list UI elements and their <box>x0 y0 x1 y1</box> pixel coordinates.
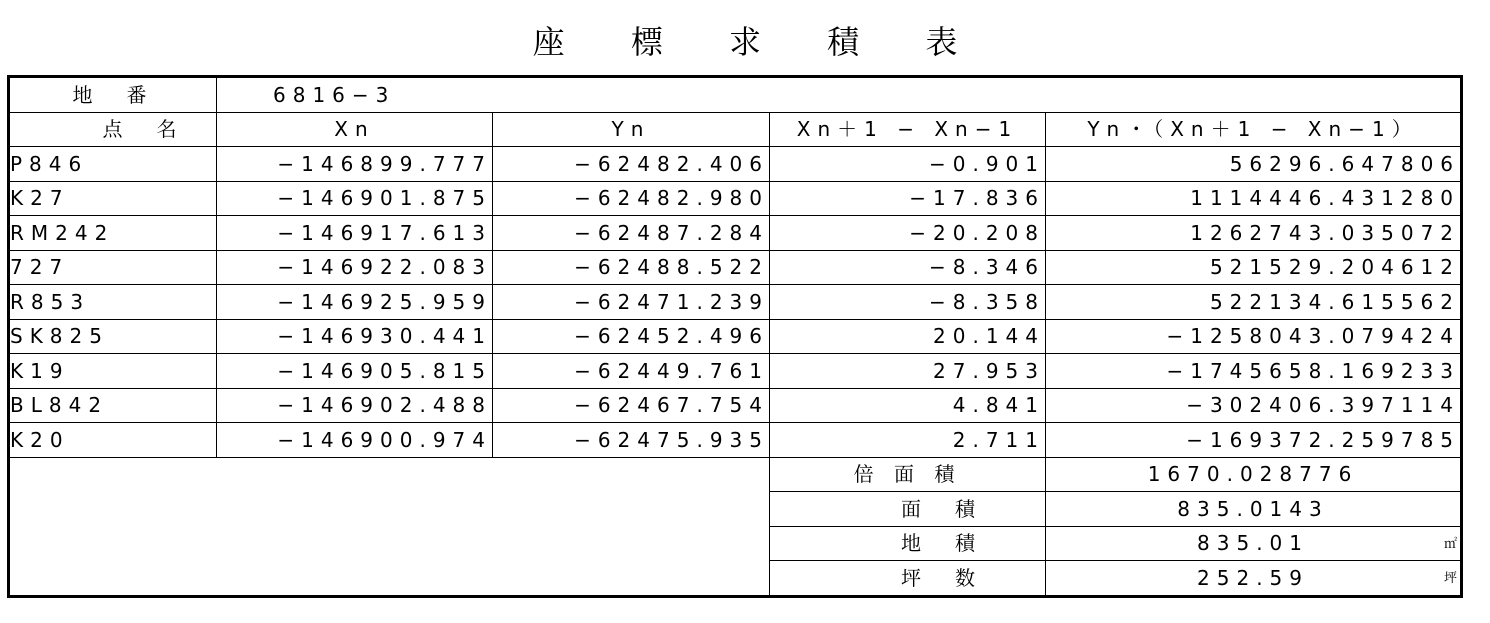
table-row <box>9 285 1462 320</box>
product-value: −1258043.079424 <box>1046 319 1462 354</box>
point-name: SK825 <box>9 319 217 354</box>
diff-value: −17.836 <box>770 181 1046 216</box>
double-area-value: 1670.028776 <box>1046 457 1462 492</box>
yn-value: −62482.980 <box>493 181 770 216</box>
tsubo-label: 坪 数 <box>770 561 1046 597</box>
table-row <box>9 354 1462 389</box>
yn-value: −62488.522 <box>493 250 770 285</box>
tsubo-cell <box>1046 561 1462 597</box>
table-row <box>9 388 1462 423</box>
header-row <box>9 112 1462 147</box>
summary-blank-area <box>9 457 770 596</box>
header-product: Yn・（Xn＋1 − Xn−1） <box>1046 112 1462 147</box>
xn-value: −146925.959 <box>217 285 493 320</box>
diff-value: −0.901 <box>770 147 1046 182</box>
header-diff: Xn＋1 − Xn−1 <box>770 112 1046 147</box>
product-value: 522134.615562 <box>1046 285 1462 320</box>
diff-value: 4.841 <box>770 388 1046 423</box>
table-row <box>9 423 1462 458</box>
point-name: RM242 <box>9 216 217 251</box>
header-yn: Yn <box>493 112 770 147</box>
product-value: 1114446.431280 <box>1046 181 1462 216</box>
xn-value: −146922.083 <box>217 250 493 285</box>
land-area-value: 835.01 <box>1197 531 1309 556</box>
xn-value: −146901.875 <box>217 181 493 216</box>
diff-value: −20.208 <box>770 216 1046 251</box>
area-value: 835.0143 <box>1046 492 1462 527</box>
xn-value: −146917.613 <box>217 216 493 251</box>
diff-value: 2.711 <box>770 423 1046 458</box>
table-row <box>9 181 1462 216</box>
tsubo-value: 252.59 <box>1197 565 1309 590</box>
square-meter-unit: ㎡ <box>1444 536 1458 552</box>
area-label: 面 積 <box>770 492 1046 527</box>
yn-value: −62452.496 <box>493 319 770 354</box>
xn-value: −146899.777 <box>217 147 493 182</box>
xn-value: −146902.488 <box>217 388 493 423</box>
coordinate-area-table <box>7 75 1463 598</box>
yn-value: −62471.239 <box>493 285 770 320</box>
product-value: 1262743.035072 <box>1046 216 1462 251</box>
table-row <box>9 250 1462 285</box>
tsubo-unit: 坪 <box>1444 571 1458 586</box>
diff-value: 27.953 <box>770 354 1046 389</box>
point-name: K19 <box>9 354 217 389</box>
yn-value: −62449.761 <box>493 354 770 389</box>
product-value: 521529.204612 <box>1046 250 1462 285</box>
land-area-cell <box>1046 526 1462 561</box>
diff-value: 20.144 <box>770 319 1046 354</box>
double-area-label: 倍 面 積 <box>770 457 1046 492</box>
point-name: 727 <box>9 250 217 285</box>
product-value: 56296.647806 <box>1046 147 1462 182</box>
product-value: −169372.259785 <box>1046 423 1462 458</box>
point-name: K20 <box>9 423 217 458</box>
point-name: P846 <box>9 147 217 182</box>
table-row <box>9 216 1462 251</box>
diff-value: −8.358 <box>770 285 1046 320</box>
point-name: K27 <box>9 181 217 216</box>
point-name: R853 <box>9 285 217 320</box>
yn-value: −62487.284 <box>493 216 770 251</box>
xn-value: −146930.441 <box>217 319 493 354</box>
page-title: 座 標 求 積 表 <box>532 23 986 61</box>
product-value: −302406.397114 <box>1046 388 1462 423</box>
xn-value: −146905.815 <box>217 354 493 389</box>
yn-value: −62482.406 <box>493 147 770 182</box>
parcel-label: 地 番 <box>9 77 217 113</box>
table-row <box>9 319 1462 354</box>
product-value: −1745658.169233 <box>1046 354 1462 389</box>
point-name: BL842 <box>9 388 217 423</box>
table-row <box>9 147 1462 182</box>
header-xn: Xn <box>217 112 493 147</box>
land-area-label: 地 積 <box>770 526 1046 561</box>
header-point: 点 名 <box>9 112 217 147</box>
parcel-number: 6816−3 <box>217 77 1462 113</box>
xn-value: −146900.974 <box>217 423 493 458</box>
yn-value: −62475.935 <box>493 423 770 458</box>
parcel-row <box>9 77 1462 113</box>
diff-value: −8.346 <box>770 250 1046 285</box>
summary-row-double-area <box>9 457 1462 492</box>
yn-value: −62467.754 <box>493 388 770 423</box>
